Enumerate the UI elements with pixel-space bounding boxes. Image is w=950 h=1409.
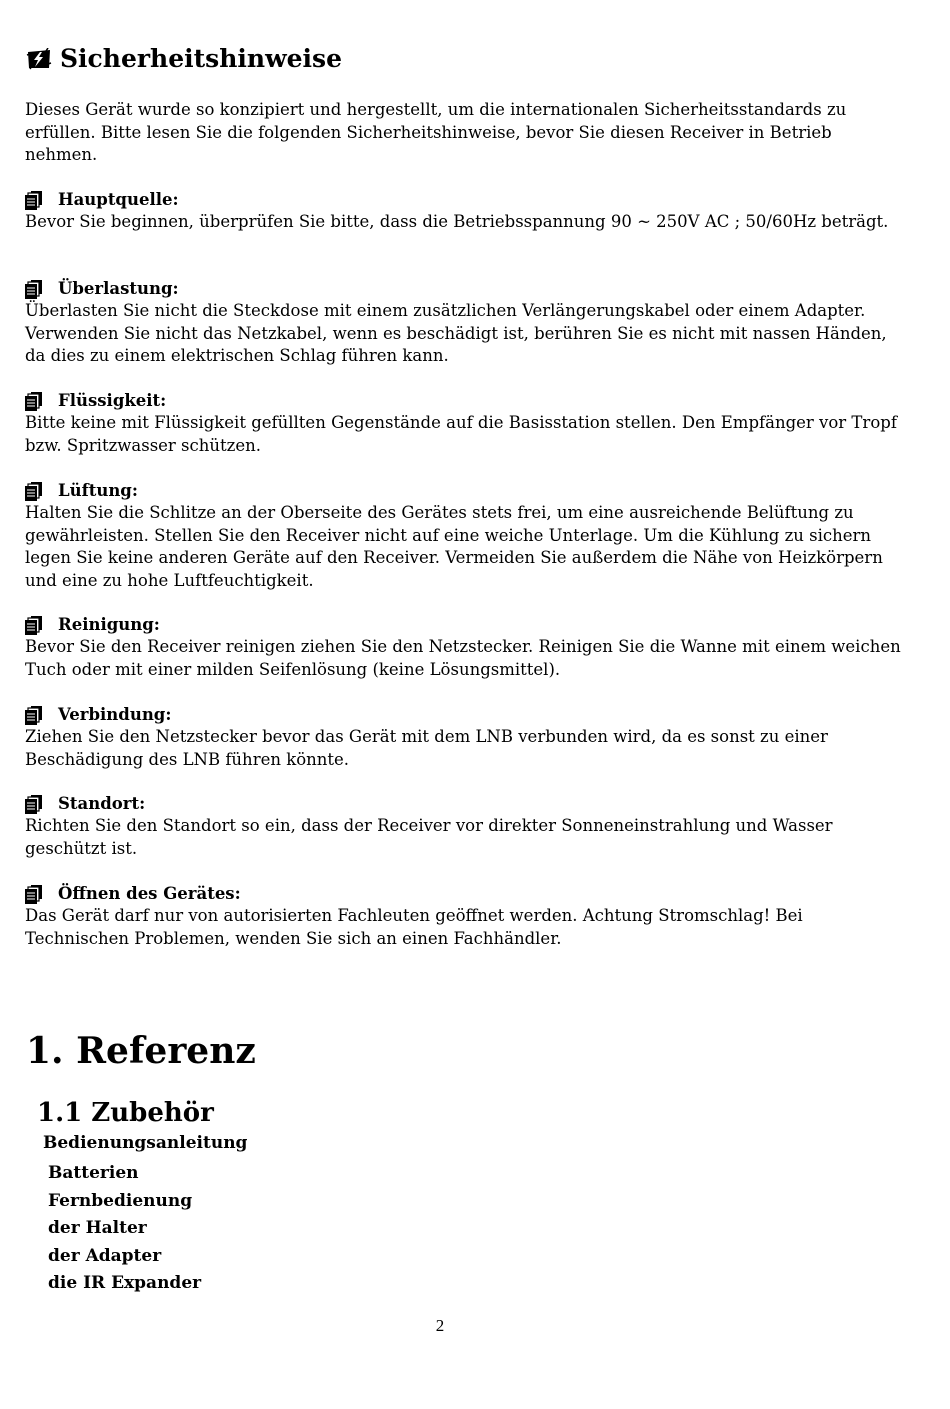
document-pages-icon [25,280,43,299]
document-pages-icon [25,706,43,725]
section-text: Bevor Sie beginnen, überprüfen Sie bitte, dass die Betriebsspannung 90 ~ 250V AC ; 50/60Hz beträgt. [25,212,889,231]
document-pages-icon [25,885,43,904]
section-label: Reinigung: [58,614,160,634]
section-text: Halten Sie die Schlitze an der Oberseite des Gerätes stets frei, um eine ausreichende Belüftung zu gewährleisten. Stellen Sie den Receiver nicht auf eine weiche Unterlage. Um die Kühlung zu sichern legen Sie keine anderen Geräte auf den Receiver. Vermeiden Sie außerdem die Nähe von Heizkörpern und eine zu hohe Luftfeuchtigkeit. [25,503,883,590]
accessory-item: der Adapter [48,1245,162,1266]
section-label: Standort: [58,793,146,813]
safety-section-main-power [25,189,905,234]
section-label: Überlastung: [58,278,179,298]
accessories-list [48,1160,201,1298]
section-text: Überlasten Sie nicht die Steckdose mit einem zusätzlichen Verlängerungskabel oder einem Adapter. Verwenden Sie nicht das Netzkabel, wenn es beschädigt ist, berühren Sie es nicht mit nassen Händen, da dies zu einem elektrischen Schlag führen kann. [25,301,887,365]
section-text: Bitte keine mit Flüssigkeit gefüllten Gegenstände auf die Basisstation stellen. Den Empfänger vor Tropf bzw. Spritzwasser schützen. [25,413,897,455]
document-pages-icon [25,191,43,210]
accessory-item: Fernbedienung [48,1190,193,1211]
document-pages-icon [25,795,43,814]
section-text: Richten Sie den Standort so ein, dass der Receiver vor direkter Sonneneinstrahlung und Wasser geschützt ist. [25,816,833,858]
reference-heading: 1. Referenz [26,1030,256,1072]
section-label: Hauptquelle: [58,189,179,209]
safety-title-row [26,44,342,73]
section-label: Flüssigkeit: [58,390,167,410]
accessories-heading: 1.1 Zubehör [37,1098,214,1128]
section-label: Verbindung: [58,704,172,724]
lightning-warning-icon [26,48,52,70]
document-pages-icon [25,482,43,501]
section-label: Öffnen des Gerätes: [58,883,241,903]
section-text: Bevor Sie den Receiver reinigen ziehen Sie den Netzstecker. Reinigen Sie die Wanne mit einem weichen Tuch oder mit einer milden Seifenlösung (keine Lösungsmittel). [25,637,901,679]
safety-section-ventilation [25,480,905,592]
document-pages-icon [25,392,43,411]
document-pages-icon [25,616,43,635]
accessory-item-manual: Bedienungsanleitung [43,1133,248,1153]
page-number: 2 [435,1316,445,1335]
safety-title: Sicherheitshinweise [60,44,342,73]
safety-section-opening [25,883,905,950]
accessory-item: Batterien [48,1163,139,1183]
accessory-item: die IR Expander [48,1273,202,1293]
safety-section-cleaning [25,614,905,681]
safety-section-connection [25,704,905,771]
section-label: Lüftung: [58,480,138,500]
section-text: Das Gerät darf nur von autorisierten Fachleuten geöffnet werden. Achtung Stromschlag! Bei Technischen Problemen, wenden Sie sich an einen Fachhändler. [25,906,803,948]
section-text: Ziehen Sie den Netzstecker bevor das Gerät mit dem LNB verbunden wird, da es sonst zu einer Beschädigung des LNB führen könnte. [25,727,828,769]
safety-section-overload [25,278,905,368]
safety-section-location [25,793,905,860]
safety-section-liquid [25,390,905,457]
safety-intro: Dieses Gerät wurde so konzipiert und hergestellt, um die internationalen Sicherheitsstandards zu erfüllen. Bitte lesen Sie die folgenden Sicherheitshinweise, bevor Sie diesen Receiver in Betrieb nehmen. [25,100,847,164]
accessory-item: der Halter [48,1218,147,1238]
